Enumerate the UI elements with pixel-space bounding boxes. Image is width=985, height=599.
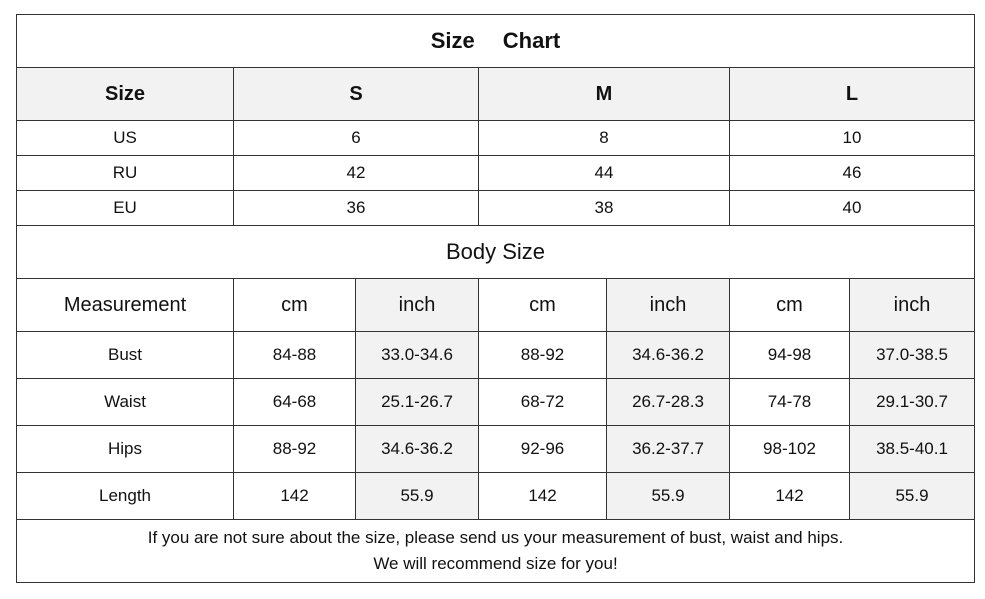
recommendation-note: [17, 520, 975, 583]
measurement-row-waist: [17, 379, 975, 426]
chart-title-left: Size: [430, 28, 475, 53]
measurement-value: 68-72: [479, 379, 607, 426]
measurement-value: 33.0-34.6: [356, 332, 479, 379]
chart-title-right: Chart: [502, 28, 561, 53]
title-row: [17, 15, 975, 68]
conversion-value: 6: [234, 121, 479, 156]
unit-inch: inch: [850, 279, 975, 332]
conversion-value: 40: [730, 191, 975, 226]
conversion-label: EU: [17, 191, 234, 226]
size-header-m: M: [479, 68, 730, 121]
measurement-value: 88-92: [479, 332, 607, 379]
measurement-header: Measurement: [17, 279, 234, 332]
measurement-value: 34.6-36.2: [607, 332, 730, 379]
measurement-value: 55.9: [850, 473, 975, 520]
measurement-value: 142: [479, 473, 607, 520]
measurement-row-hips: [17, 426, 975, 473]
conversion-row-ru: [17, 156, 975, 191]
body-size-title: Body Size: [17, 226, 975, 279]
measurement-value: 98-102: [730, 426, 850, 473]
conversion-value: 42: [234, 156, 479, 191]
conversion-row-eu: [17, 191, 975, 226]
conversion-value: 36: [234, 191, 479, 226]
conversion-value: 8: [479, 121, 730, 156]
conversion-value: 46: [730, 156, 975, 191]
measurement-value: 142: [730, 473, 850, 520]
measurement-value: 38.5-40.1: [850, 426, 975, 473]
measurement-value: 34.6-36.2: [356, 426, 479, 473]
measurement-value: 74-78: [730, 379, 850, 426]
measurement-value: 92-96: [479, 426, 607, 473]
size-header-l: L: [730, 68, 975, 121]
measurement-label: Length: [17, 473, 234, 520]
unit-cm: cm: [730, 279, 850, 332]
measurement-value: 55.9: [607, 473, 730, 520]
measurement-value: 37.0-38.5: [850, 332, 975, 379]
conversion-value: 44: [479, 156, 730, 191]
chart-title: [17, 15, 975, 68]
size-header-label: Size: [17, 68, 234, 121]
measurement-label: Hips: [17, 426, 234, 473]
measurement-row-length: [17, 473, 975, 520]
measurement-row-bust: [17, 332, 975, 379]
note-line-1: If you are not sure about the size, please send us your measurement of bust, waist and hips.: [147, 528, 844, 547]
unit-inch: inch: [607, 279, 730, 332]
conversion-value: 10: [730, 121, 975, 156]
unit-inch: inch: [356, 279, 479, 332]
measurement-value: 88-92: [234, 426, 356, 473]
measurement-value: 64-68: [234, 379, 356, 426]
units-header-row: [17, 279, 975, 332]
measurement-value: 36.2-37.7: [607, 426, 730, 473]
conversion-label: US: [17, 121, 234, 156]
measurement-value: 84-88: [234, 332, 356, 379]
measurement-label: Waist: [17, 379, 234, 426]
size-chart-table: [16, 14, 975, 583]
body-size-title-row: [17, 226, 975, 279]
measurement-value: 55.9: [356, 473, 479, 520]
measurement-value: 142: [234, 473, 356, 520]
measurement-value: 29.1-30.7: [850, 379, 975, 426]
conversion-label: RU: [17, 156, 234, 191]
measurement-value: 94-98: [730, 332, 850, 379]
unit-cm: cm: [479, 279, 607, 332]
note-row: [17, 520, 975, 583]
unit-cm: cm: [234, 279, 356, 332]
measurement-label: Bust: [17, 332, 234, 379]
note-line-2: We will recommend size for you!: [373, 554, 618, 573]
measurement-value: 25.1-26.7: [356, 379, 479, 426]
size-header-row: [17, 68, 975, 121]
size-header-s: S: [234, 68, 479, 121]
conversion-value: 38: [479, 191, 730, 226]
conversion-row-us: [17, 121, 975, 156]
measurement-value: 26.7-28.3: [607, 379, 730, 426]
